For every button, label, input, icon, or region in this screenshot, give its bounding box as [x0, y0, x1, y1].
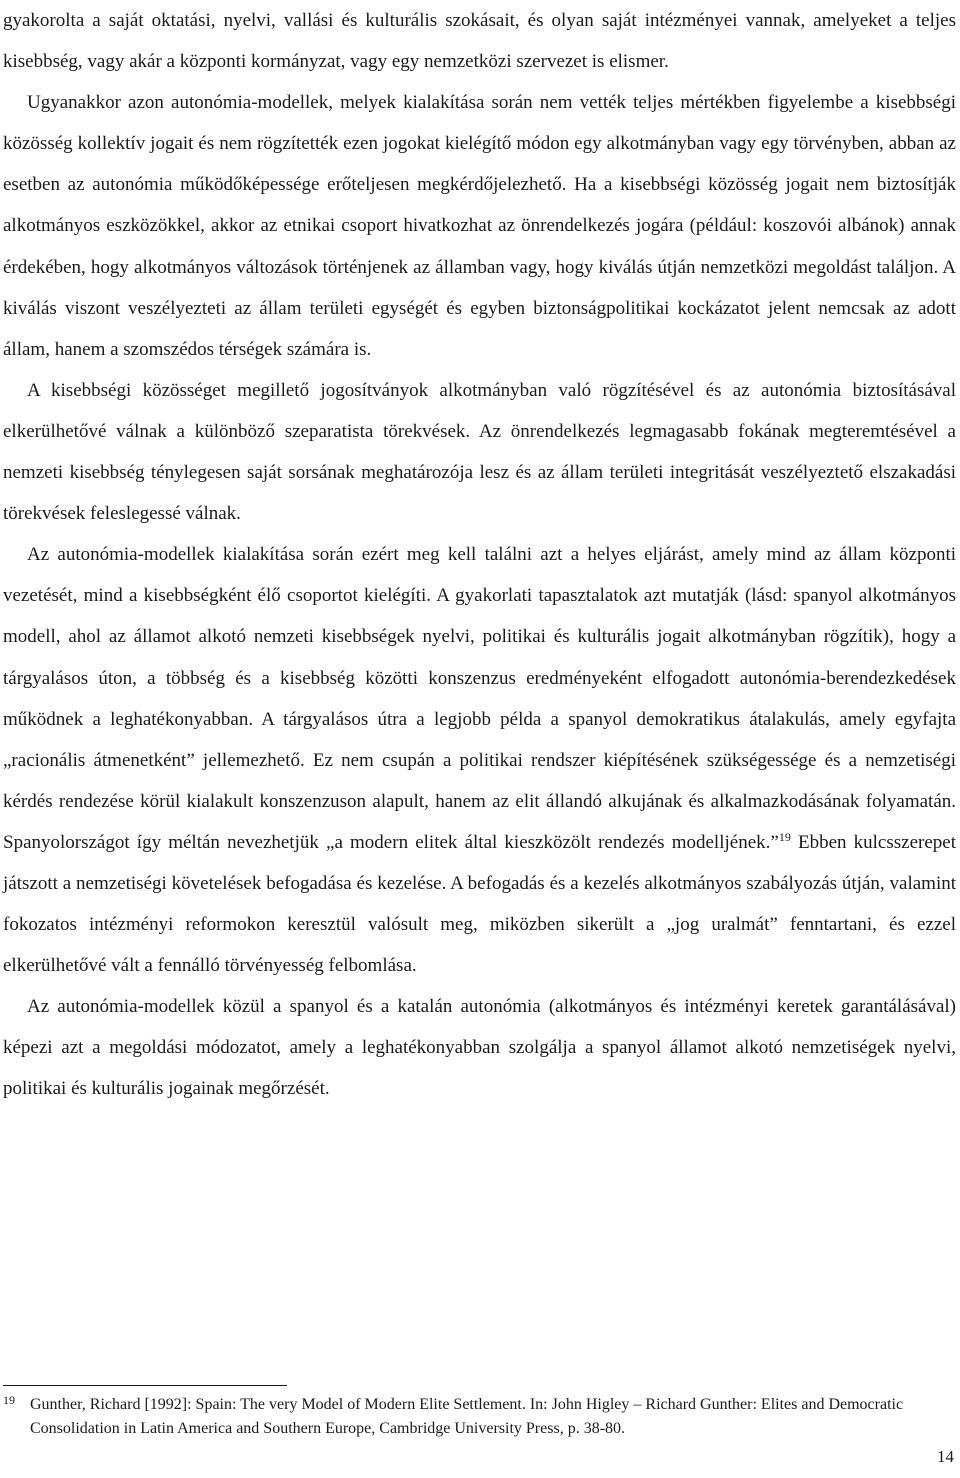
body-text — [3, 0, 956, 1110]
paragraph-continuation: gyakorolta a saját oktatási, nyelvi, vallási és kulturális szokásait, és olyan saját intézményei vannak, amelyeket a teljes kisebbség, vagy akár a központi kormányzat, vagy egy nemzetközi szervezet is elismer. — [3, 10, 956, 73]
paragraph-with-footnote — [3, 534, 956, 986]
footnote-reference[interactable]: 19 — [778, 829, 791, 844]
paragraph-text: Ebben kulcsszerepet játszott a nemzetiségi követelések befogadása és kezelése. A befogadás és a kezelés alkotmányos szabályozás útján, valamint fokozatos intézményi reformokon keresztül valósult meg, miközben sikerült a „jog uralmát” fenntartani, és ezzel elkerülhetővé vált a fennálló törvényesség felbomlása. — [3, 831, 956, 977]
footnote-text: Gunther, Richard [1992]: Spain: The very Model of Modern Elite Settlement. In: John Higley – Richard Gunther: Elites and Democratic Consolidation in Latin America and Southern Europe, Cambridge University Press, p. 38-80. — [30, 1396, 904, 1437]
paragraph: Az autonómia-modellek közül a spanyol és a katalán autonómia (alkotmányos és intézményi keretek garantálásával) képezi azt a megoldási módozatot, amely a leghatékonyabban szolgálja a spanyol államot alkotó nemzetiségek nyelvi, politikai és kulturális jogainak megőrzését. — [3, 996, 956, 1100]
footnote-number: 19 — [3, 1393, 15, 1407]
paragraph: A kisebbségi közösséget megillető jogosítványok alkotmányban való rögzítésével és az autonómia biztosításával elkerülhetővé válnak a különböző szeparatista törekvések. Az önrendelkezés legmagasabb fokának megteremtésével a nemzeti kisebbség ténylegesen saját sorsának meghatározója lesz és az állam területi integritását veszélyeztető elszakadási törekvések feleslegessé válnak. — [3, 379, 956, 525]
paragraph-text: Az autonómia-modellek kialakítása során ezért meg kell találni azt a helyes eljárást, amely mind az állam központi vezetését, mind a kisebbségként élő csoportot kielégíti. A gyakorlati tapasztalatok azt mutatják (lásd: spanyol alkotmányos modell, ahol az államot alkotó nemzeti kisebbségek nyelvi, politikai és kulturális jogait alkotmányban rögzítik), hogy a tárgyalásos úton, a többség és a kisebbség közötti konszenzus eredményeként elfogadott autonómia-berendezkedések működnek a leghatékonyabban. A tárgyalásos útra a legjobb példa a spanyol demokratikus átalakulás, amely egyfajta „racionális átmenetként” jellemezhető. Ez nem csupán a politikai rendszer kiépítésének szükségessége és a nemzetiségi kérdés rendezése körül kialakult konszenzuson alapult, hanem az elit állandó alkujának és alkalmazkodásának folyamatán. Spanyolországot így méltán nevezhetjük „a modern elitek által kieszközölt rendezés modelljének.” — [3, 544, 956, 853]
page-number: 14 — [937, 1447, 954, 1466]
footnote — [3, 1393, 955, 1441]
footnote-separator — [3, 1385, 287, 1386]
paragraph: Ugyanakkor azon autonómia-modellek, melyek kialakítása során nem vették teljes mértékben figyelembe a kisebbségi közösség kollektív jogait és nem rögzítették ezen jogokat kielégítő módon egy alkotmányban vagy egy törvényben, abban az esetben az autonómia működőképessége erőteljesen megkérdőjelezhető. Ha a kisebbségi közösség jogait nem biztosítják alkotmányos eszközökkel, akkor az etnikai csoport hivatkozhat az önrendelkezés jogára (például: koszovói albánok) annak érdekében, hogy alkotmányos változások történjenek az államban vagy, hogy kiválás útján nemzetközi megoldást találjon. A kiválás viszont veszélyezteti az állam területi egységét és egyben biztonságpolitikai kockázatot jelent nemcsak az adott állam, hanem a szomszédos térségek számára is. — [3, 92, 956, 360]
